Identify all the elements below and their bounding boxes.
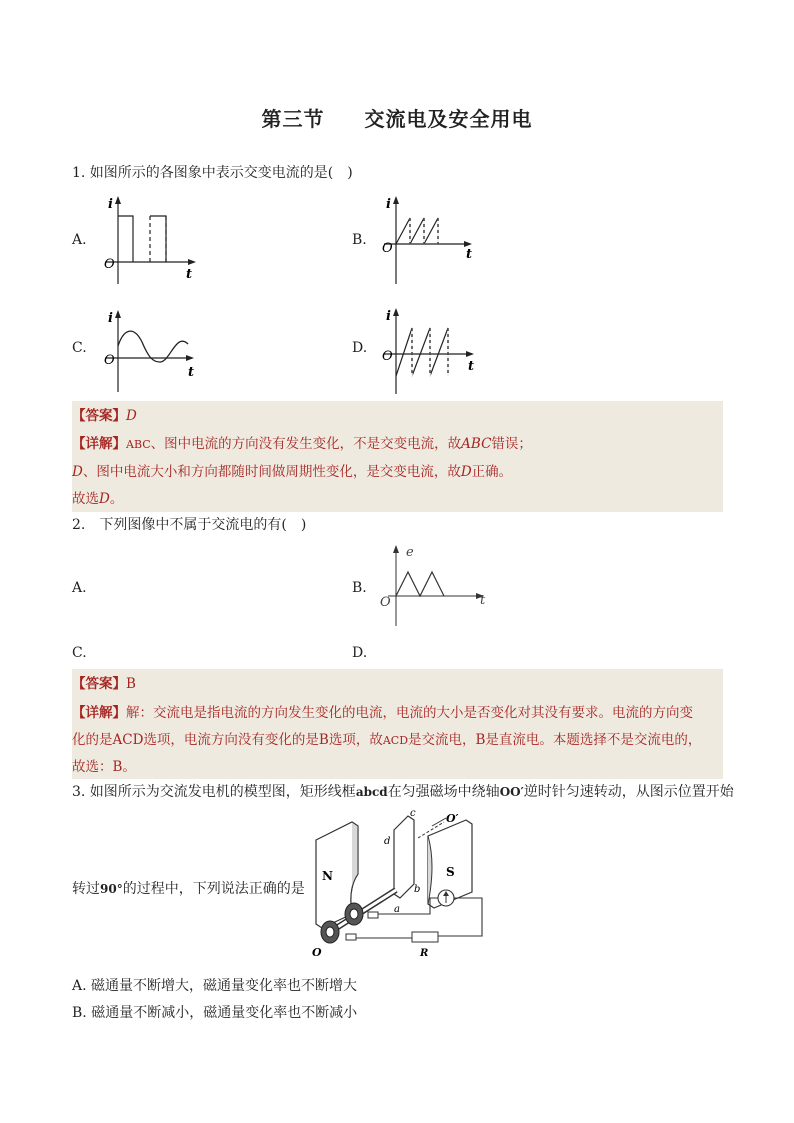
t-axis-arrow <box>186 355 194 361</box>
t-label: t <box>468 359 475 374</box>
answer-value: D <box>126 408 137 424</box>
q3-option-a: A. 磁通量不断增大，磁通量变化率也不断增大 <box>72 978 358 994</box>
detail-text: 解：交流电是指电流的方向发生变化的电流，电流的大小是否变化对其没有要求。电流的方向变 <box>126 705 693 721</box>
origin-label: O <box>382 349 393 364</box>
q1-detail-line-3 <box>72 487 123 507</box>
i-axis-arrow <box>393 196 399 204</box>
q1-option-d-label: D. <box>352 340 368 356</box>
q1-detail-line-1 <box>72 432 532 452</box>
coil-frame <box>394 816 414 898</box>
e-axis-arrow <box>393 545 399 553</box>
stem-axis: OO′ <box>499 785 524 799</box>
label-o: O <box>312 946 322 959</box>
label-r: R <box>420 948 429 959</box>
resistor <box>412 932 438 942</box>
label-b: b <box>414 884 421 895</box>
label-n: N <box>322 869 333 883</box>
t-label: t <box>466 247 473 262</box>
i-axis-arrow <box>115 196 121 204</box>
q2-option-a-label: A. <box>72 580 87 596</box>
q1-answer-box <box>72 401 723 512</box>
label-d: d <box>384 836 391 847</box>
label-s: S <box>446 865 455 879</box>
pulse-2 <box>150 216 166 262</box>
q2-option-d-label: D. <box>352 645 368 661</box>
q3-stem <box>72 781 734 801</box>
t-axis-arrow <box>188 259 196 265</box>
q1-option-c-label: C. <box>72 340 87 356</box>
q1-graph-b <box>374 192 484 286</box>
q2-detail-line-3: 故选：B。 <box>72 759 136 775</box>
detail-tag: 【详解】 <box>72 436 126 452</box>
i-label: i <box>108 311 113 326</box>
stem-text: 在匀强磁场中绕轴 <box>387 784 500 800</box>
stem-degree: 90° <box>100 882 123 896</box>
detail-d-ref: D <box>460 464 472 480</box>
detail-acd: ACD <box>382 734 409 747</box>
sawtooth-wave <box>396 218 438 244</box>
label-o-prime: O′ <box>446 812 459 825</box>
detail-text: 、图中电流的方向没有发生变化，不是交变电流，故 <box>150 436 462 452</box>
triangle-wave <box>396 572 444 596</box>
q1-graph-d <box>374 304 484 396</box>
q3-stem-line-2 <box>72 878 305 898</box>
stem-text: 逆时针匀速转动，从图示位置开始 <box>523 784 734 800</box>
detail-tag: 【详解】 <box>72 705 126 721</box>
detail-d: D <box>72 464 83 480</box>
detail-end: 。 <box>109 491 124 507</box>
ring-hole <box>350 909 358 919</box>
origin-label: O <box>104 257 115 272</box>
pulse-1 <box>118 216 133 262</box>
detail-text: 、图中电流大小和方向都随时间做周期性变化，是交变电流，故 <box>82 464 461 480</box>
stem-text: 3. 如图所示为交流发电机的模型图，矩形线框 <box>72 784 356 800</box>
detail-end: 错误； <box>491 436 532 452</box>
q2-answer-box <box>72 669 723 779</box>
label-a: a <box>394 904 400 915</box>
origin-label: O <box>382 241 393 256</box>
q1-answer-line <box>72 404 137 424</box>
i-axis-arrow <box>115 310 121 318</box>
t-label: t <box>186 267 193 282</box>
q2-option-c-label: C. <box>72 645 87 661</box>
detail-abc: ABC <box>126 438 151 451</box>
q1-option-b-label: B. <box>352 232 367 248</box>
section-topic: 交流电及安全用电 <box>364 107 533 131</box>
q2-detail-line-1 <box>72 701 693 721</box>
detail-text: 故选 <box>72 491 99 507</box>
origin-label: O <box>104 353 115 368</box>
label-c: c <box>410 808 416 819</box>
stem-abcd: abcd <box>355 785 388 799</box>
q2-answer-line <box>72 672 136 692</box>
answer-tag: 【答案】 <box>72 676 126 692</box>
brush-2 <box>346 934 356 940</box>
t-label: t <box>480 593 486 608</box>
bipolar-sawtooth <box>396 328 448 376</box>
detail-text-end: 是交流电，B是直流电。本题选择不是交流电的， <box>408 732 702 748</box>
detail-abc-ref: ABC <box>461 436 492 452</box>
q1-detail-line-2 <box>72 460 512 480</box>
q1-graph-a <box>96 192 206 286</box>
answer-value: B <box>126 676 136 692</box>
section-label: 第三节 <box>261 107 325 131</box>
stem-text: 转过 <box>72 881 100 897</box>
generator-figure <box>300 808 490 960</box>
origin-label: O <box>380 595 391 610</box>
q1-option-a-label: A. <box>72 232 87 248</box>
ring-hole <box>326 927 334 937</box>
i-label: i <box>386 197 391 212</box>
q2-option-b-label: B. <box>352 580 367 596</box>
e-label: e <box>406 545 414 560</box>
sine-wave <box>118 331 188 362</box>
i-axis-arrow <box>393 308 399 316</box>
q2-graph-b <box>374 542 494 628</box>
i-label: i <box>386 309 391 324</box>
i-label: i <box>108 197 113 212</box>
q2-stem: 2. 下列图像中不属于交流电的有( ) <box>72 517 307 533</box>
detail-end: 正确。 <box>471 464 513 480</box>
q1-stem: 1. 如图所示的各图象中表示交变电流的是( ) <box>72 165 353 181</box>
q2-detail-line-2 <box>72 728 701 748</box>
q1-graph-c <box>96 306 206 396</box>
detail-text: 化的是ACD选项，电流方向没有变化的是B选项，故 <box>72 732 383 748</box>
detail-d-ref: D <box>99 491 110 507</box>
t-axis-arrow <box>466 351 474 357</box>
page-title <box>0 103 794 132</box>
stem-text: 的过程中，下列说法正确的是 <box>122 881 305 897</box>
brush-1 <box>368 912 378 918</box>
q3-option-b: B. 磁通量不断减小，磁通量变化率也不断减小 <box>72 1005 358 1021</box>
answer-tag: 【答案】 <box>72 408 126 424</box>
t-label: t <box>188 365 195 380</box>
